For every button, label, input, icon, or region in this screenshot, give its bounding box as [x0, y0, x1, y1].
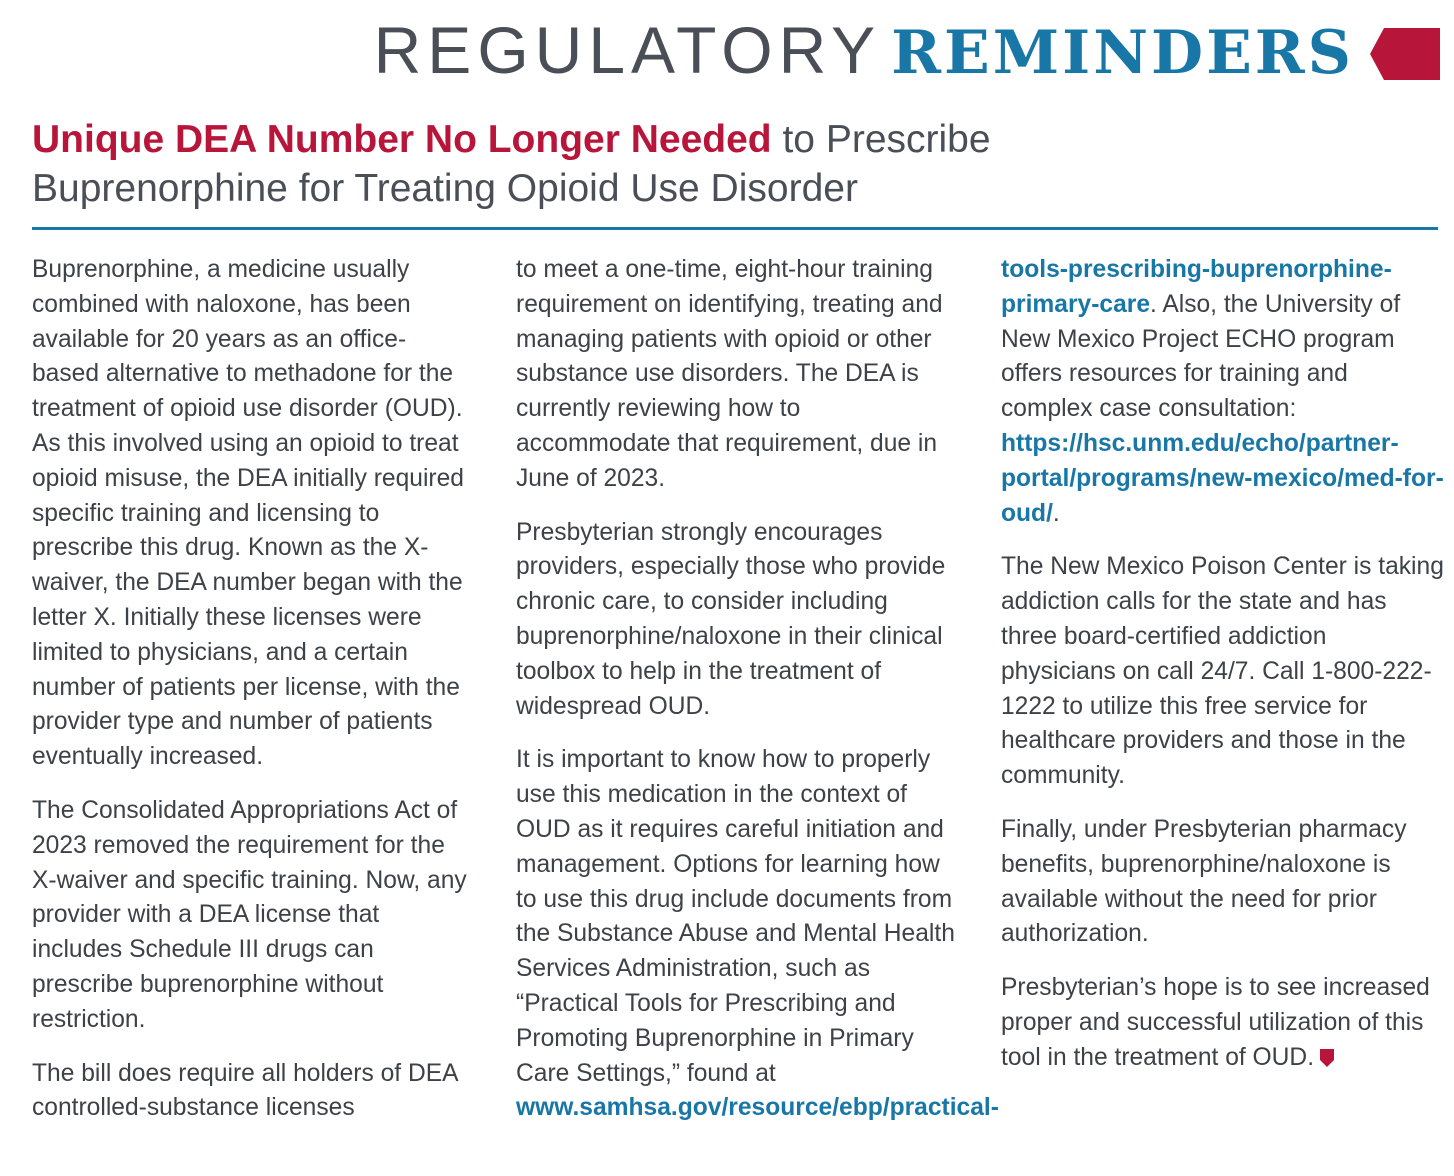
- headline-highlight: Unique DEA Number No Longer Needed: [32, 118, 772, 161]
- paragraph: Buprenorphine, a medicine usually combined with naloxone, has been available for 20 years as an office-based alternative to methadone for the treatment of opioid use disorder (OUD). As this involved using an opioid to treat opioid misuse, the DEA initially required specific training and licensing to prescribe this drug. Known as the X-waiver, the DEA number began with the letter X. Initially these licenses were limited to physicians, and a certain number of patients per license, with the provider type and number of patients eventually increased.: [32, 256, 464, 771]
- paragraph-end: .: [1052, 499, 1060, 527]
- paragraph: Finally, under Presbyterian pharmacy benefits, buprenorphine/naloxone is available without the need for prior authorization.: [1001, 815, 1407, 948]
- paragraph-text: It is important to know how to properly use this medication in the context of OUD as it requires careful initiation and management. Options for learning how to use this drug include documents from the Substance Abuse and Mental Health Services Administration, such as “Practical Tools for Prescribing and Promoting Buprenorphine in Primary Care Settings,” found at: [516, 746, 955, 1087]
- section-title-bold: REMINDERS: [891, 18, 1354, 88]
- section-tab-icon: [1370, 28, 1440, 80]
- paragraph: [516, 743, 999, 1126]
- paragraph: to meet a one-time, eight-hour training requirement on identifying, treating and managing patients with opioid or other substance use disorders. The DEA is currently reviewing how to accommodate that requirement, due in June of 2023.: [516, 256, 943, 492]
- samhsa-link[interactable]: www.samhsa.gov/resource/ebp/practical-: [516, 1094, 999, 1122]
- headline-divider: [32, 227, 1438, 230]
- article-column-3: [1001, 253, 1446, 1095]
- section-title-light: REGULATORY: [373, 13, 882, 87]
- masthead: [0, 12, 1454, 102]
- paragraph-text: Presbyterian’s hope is to see increased proper and successful utilization of this tool in the treatment of OUD.: [1001, 974, 1430, 1071]
- paragraph: [1001, 971, 1446, 1075]
- article-headline: [32, 115, 1092, 213]
- article-column-2: [516, 253, 999, 1145]
- section-title: [374, 12, 1354, 88]
- article-column-1: [32, 253, 472, 1145]
- paragraph-text: . Also, the University of New Mexico Project ECHO program offers resources for training and complex case consultation:: [1001, 290, 1401, 423]
- headline-rest: to Prescribe Buprenorphine for Treating Opioid Use Disorder: [32, 118, 991, 210]
- end-shield-icon: [1320, 1049, 1334, 1067]
- paragraph: Presbyterian strongly encourages providers, especially those who provide chronic care, to consider including buprenorphine/naloxone in their clinical toolbox to help in the treatment of widespread OUD.: [516, 518, 946, 720]
- samhsa-link-continued[interactable]: tools-prescribing-buprenorphine-primary-care: [1001, 256, 1392, 318]
- paragraph: [1001, 253, 1446, 531]
- paragraph: The Consolidated Appropriations Act of 2023 removed the requirement for the X-waiver and specific training. Now, any provider with a DEA license that includes Schedule III drugs can prescribe buprenorphine without restriction.: [32, 796, 467, 1033]
- paragraph: The New Mexico Poison Center is taking addiction calls for the state and has three board-certified addiction physicians on call 24/7. Call 1-800-222-1222 to utilize this free service for healthcare providers and those in the community.: [1001, 553, 1444, 790]
- echo-link[interactable]: https://hsc.unm.edu/echo/partner-portal/programs/new-mexico/med-for-oud/: [1001, 429, 1444, 527]
- paragraph: The bill does require all holders of DEA controlled-substance licenses: [32, 1059, 458, 1122]
